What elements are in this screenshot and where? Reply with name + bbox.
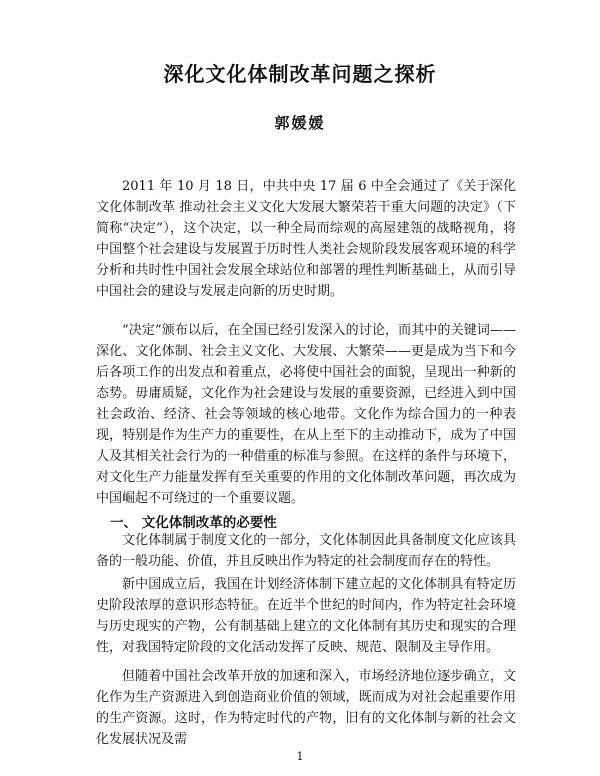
paragraph-1: 2011 年 10 月 18 日，中共中央 17 届 6 中全会通过了《关于深化文化体制改革 推动社会主义文化大发展大繁荣若干重大问题的决定》（下简称“决定”），这个决定，以一种全局而综观的高屋建瓴的战略视角，将中国整个社会建设与发展置于历时性人类社会规阶段发展客观环境的科学分析和共时性中国社会发展全球站位和部署的理性判断基础上，从而引导中国社会的建设与发展走向新的历史时期。 xyxy=(96,179,516,299)
paragraph-2: “决定”颁布以后，在全国已经引发深入的讨论，而其中的关键词——深化、文化体制、社会主义文化、大发展、大繁荣——更是成为当下和今后各项工作的出发点和着重点，必将使中国社会的面貌，呈现出一种新的态势。毋庸质疑，文化作为社会建设与发展的重要资源，已经进入到中国社会政治、经济、社会等领域的核心地带。文化作为综合国力的一种表现，特别是作为生产力的重要性，在从上至下的主动推动下，成为了中国人及其相关社会行为的一种借重的标准与参照。在这样的条件与环境下，对文化生产力能量发挥有至关重要的作用的文化体制改革问题，再次成为中国崛起不可绕过的一个重要议题。 xyxy=(96,323,516,506)
paragraph-4: 新中国成立后，我国在计划经济体制下建立起的文化体制具有特定历史阶段浓厚的意识形态特征。在近半个世纪的时间内，作为特定社会环境与历史现实的产物，公有制基础上建立的文化体制有其历史和现实的合理性，对我国特定阶段的文化活动发挥了反映、规范、限制及主导作用。 xyxy=(96,577,516,655)
section-heading: 一、 文化体制改革的必要性 xyxy=(110,515,277,531)
paragraph-3: 文化体制属于制度文化的一部分，文化体制因此具备制度文化应该具备的一般功能、价值，并且反映出作为特定的社会制度而存在的特性。 xyxy=(96,533,516,569)
paper-title: 深化文化体制改革问题之探析 xyxy=(163,62,437,86)
paragraph-5: 但随着中国社会改革开放的加速和深入，市场经济地位逐步确立，文化作为生产资源进入到创造商业价值的领域，既而成为对社会起重要作用的生产资源。这时，作为特定时代的产物，旧有的文化体制与新的社会文化发展状况及需 xyxy=(96,669,516,747)
author-name: 郭媛媛 xyxy=(274,114,326,132)
page-number: 1 xyxy=(296,750,304,763)
